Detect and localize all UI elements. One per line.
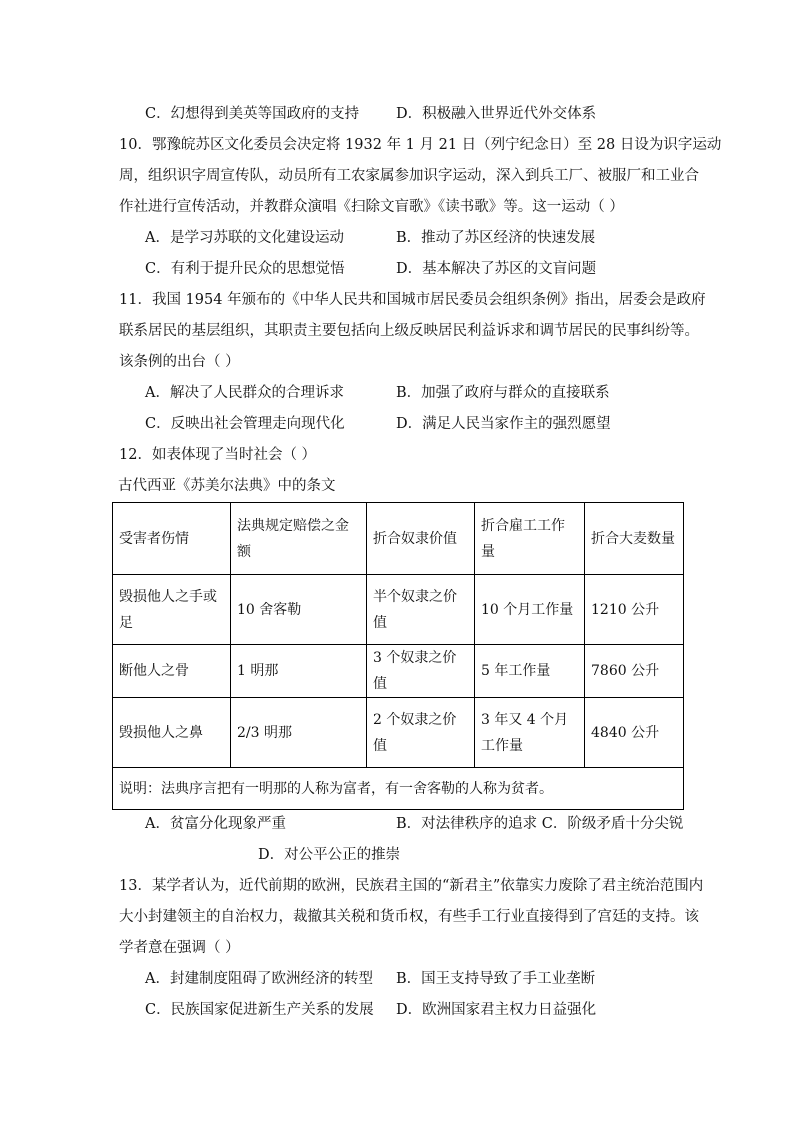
table-cell: 10 个月工作量 xyxy=(475,575,585,645)
q13-option-c: C．民族国家促进新生产关系的发展 xyxy=(145,1002,374,1018)
q10-stem-line-1: 10．鄂豫皖苏区文化委员会决定将 1932 年 1 月 21 日（列宁纪念日）至 28 日设为识字运动 xyxy=(119,137,722,153)
table-cell: 半个奴隶之价值 xyxy=(367,575,475,645)
table-header-cell: 受害者伤情 xyxy=(113,503,231,575)
table-cell: 4840 公升 xyxy=(585,698,684,768)
table-caption: 古代西亚《苏美尔法典》中的条文 xyxy=(118,478,336,494)
q12-option-a: A．贫富分化现象严重 xyxy=(145,816,286,832)
q11-option-d: D．满足人民当家作主的强烈愿望 xyxy=(396,416,611,432)
q9-option-d: D．积极融入世界近代外交体系 xyxy=(396,106,597,122)
table-cell: 1210 公升 xyxy=(585,575,684,645)
table-row xyxy=(113,575,684,645)
q10-option-a: A．是学习苏联的文化建设运动 xyxy=(145,230,344,246)
q10-option-d: D．基本解决了苏区的文盲问题 xyxy=(396,261,597,277)
table-row xyxy=(113,645,684,698)
table-header-cell: 折合奴隶价值 xyxy=(367,503,475,575)
table-cell: 毁损他人之鼻 xyxy=(113,698,231,768)
table-header-row xyxy=(113,503,684,575)
table-cell: 2 个奴隶之价值 xyxy=(367,698,475,768)
table-note: 说明：法典序言把有一明那的人称为富者，有一舍客勒的人称为贫者。 xyxy=(113,768,684,810)
table-cell: 1 明那 xyxy=(231,645,367,698)
q12-option-bc: B．对法律秩序的追求 C．阶级矛盾十分尖锐 xyxy=(396,816,684,832)
q13-option-d: D．欧洲国家君主权力日益强化 xyxy=(396,1002,597,1018)
table-cell: 毁损他人之手或足 xyxy=(113,575,231,645)
q10-stem-line-3: 作社进行宣传活动，并教群众演唱《扫除文盲歌》《读书歌》等。这一运动（ ） xyxy=(119,199,624,215)
table-header-cell: 法典规定赔偿之金额 xyxy=(231,503,367,575)
table-cell: 5 年工作量 xyxy=(475,645,585,698)
table-cell: 3 个奴隶之价值 xyxy=(367,645,475,698)
q13-stem-line-2: 大小封建领主的自治权力，裁撤其关税和货币权，有些手工行业直接得到了宫廷的支持。该 xyxy=(119,909,699,925)
q13-stem-line-1: 13．某学者认为，近代前期的欧洲，民族君主国的“新君主”依靠实力废除了君主统治范围内 xyxy=(119,878,704,894)
q12-stem: 12．如表体现了当时社会（ ） xyxy=(119,447,317,463)
table-cell: 3 年又 4 个月工作量 xyxy=(475,698,585,768)
table-header-cell: 折合雇工工作量 xyxy=(475,503,585,575)
table-cell: 7860 公升 xyxy=(585,645,684,698)
q11-stem-line-3: 该条例的出台（ ） xyxy=(119,354,240,370)
q11-option-c: C．反映出社会管理走向现代化 xyxy=(145,416,345,432)
table-cell: 2/3 明那 xyxy=(231,698,367,768)
q12-option-d: D．对公平公正的推崇 xyxy=(258,847,401,863)
q11-stem-line-2: 联系居民的基层组织，其职责主要包括向上级反映居民利益诉求和调节居民的民事纠纷等。 xyxy=(119,323,699,339)
table-cell: 断他人之骨 xyxy=(113,645,231,698)
q11-option-a: A．解决了人民群众的合理诉求 xyxy=(145,385,344,401)
q10-option-c: C．有利于提升民众的思想觉悟 xyxy=(145,261,345,277)
law-table xyxy=(112,502,684,810)
q11-stem-line-1: 11．我国 1954 年颁布的《中华人民共和国城市居民委员会组织条例》指出，居委会是政府 xyxy=(119,292,706,308)
table-note-row xyxy=(113,768,684,810)
q10-stem-line-2: 周，组织识字周宣传队，动员所有工农家属参加识字运动，深入到兵工厂、被服厂和工业合 xyxy=(119,168,699,184)
q10-option-b: B．推动了苏区经济的快速发展 xyxy=(396,230,596,246)
table-header-cell: 折合大麦数量 xyxy=(585,503,684,575)
q13-option-b: B．国王支持导致了手工业垄断 xyxy=(396,971,596,987)
table-cell: 10 舍客勒 xyxy=(231,575,367,645)
q13-option-a: A．封建制度阻碍了欧洲经济的转型 xyxy=(145,971,373,987)
table-row xyxy=(113,698,684,768)
q9-option-c: C．幻想得到美英等国政府的支持 xyxy=(145,106,360,122)
q11-option-b: B．加强了政府与群众的直接联系 xyxy=(396,385,610,401)
q13-stem-line-3: 学者意在强调（ ） xyxy=(119,940,240,956)
